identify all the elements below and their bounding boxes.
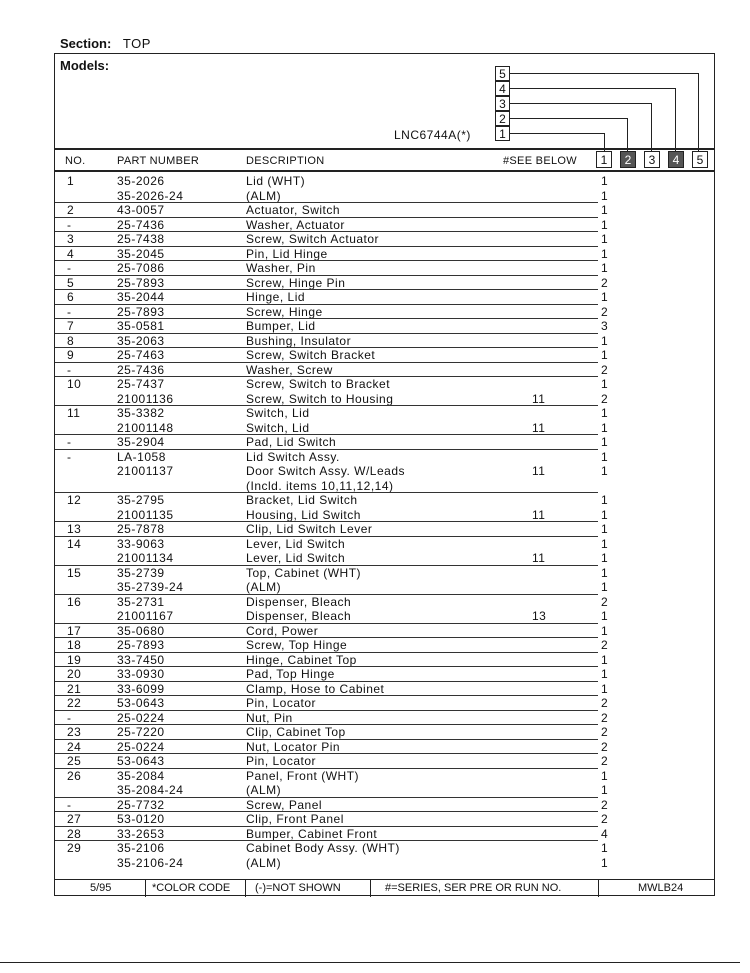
header-part-number: PART NUMBER xyxy=(117,155,200,167)
item-number: 19 xyxy=(67,652,82,667)
bracket-line xyxy=(510,118,627,119)
quantity: 1 xyxy=(601,348,609,362)
part-number: 25-0224 xyxy=(117,710,165,725)
quantity: 1 xyxy=(601,232,609,246)
quantity: 3 xyxy=(601,319,609,333)
description: Cord, Power xyxy=(246,623,319,638)
part-number: 25-7463 xyxy=(117,348,165,362)
part-number: 35-2045 xyxy=(117,246,165,261)
part-number: 25-7220 xyxy=(117,725,165,739)
part-number: 35-2739 xyxy=(117,565,165,580)
part-number: 33-6099 xyxy=(117,681,165,696)
description: Housing, Lid Switch xyxy=(246,507,361,522)
quantity: 1 xyxy=(601,609,609,623)
quantity: 1 xyxy=(601,768,609,783)
model-column-box: 1 xyxy=(495,126,510,141)
item-number: 6 xyxy=(67,290,75,304)
table-row xyxy=(55,189,714,204)
footer-color-code: *COLOR CODE xyxy=(152,882,231,894)
part-number: 25-7436 xyxy=(117,362,165,377)
description: (ALM) xyxy=(246,783,282,797)
quantity: 2 xyxy=(601,391,609,406)
part-number: 33-2653 xyxy=(117,826,165,841)
quantity: 2 xyxy=(601,638,609,652)
quantity: 1 xyxy=(601,377,609,391)
table-row xyxy=(55,261,714,276)
description: Door Switch Assy. W/Leads xyxy=(246,464,405,478)
parts-sheet xyxy=(54,53,715,896)
table-row xyxy=(55,696,714,711)
part-number: 21001148 xyxy=(117,420,174,435)
page-bottom-rule xyxy=(0,962,740,963)
section-value: TOP xyxy=(122,36,151,51)
description: Cabinet Body Assy. (WHT) xyxy=(246,841,400,855)
part-number: 25-7438 xyxy=(117,232,165,246)
item-number: 18 xyxy=(67,638,82,652)
description: Lever, Lid Switch xyxy=(246,536,346,551)
footer xyxy=(55,879,714,897)
header-model-column: 4 xyxy=(668,151,684,168)
description: Bushing, Insulator xyxy=(246,333,352,348)
table-row xyxy=(55,508,714,523)
part-number: 35-2739-24 xyxy=(117,580,184,594)
description: Screw, Hinge xyxy=(246,304,323,319)
item-number: - xyxy=(67,710,72,725)
description: Pin, Locator xyxy=(246,754,317,768)
part-number: 35-2084-24 xyxy=(117,783,184,797)
item-number: 22 xyxy=(67,696,82,710)
description: Pad, Lid Switch xyxy=(246,435,337,449)
part-number: 25-7436 xyxy=(117,217,165,232)
item-number: 26 xyxy=(67,768,82,783)
description: Top, Cabinet (WHT) xyxy=(246,565,362,580)
header-model-column: 1 xyxy=(596,151,612,168)
bracket-line xyxy=(510,133,604,134)
description: Screw, Switch Actuator xyxy=(246,232,380,246)
item-number: 14 xyxy=(67,536,82,551)
quantity: 1 xyxy=(601,290,609,304)
part-number: 33-0930 xyxy=(117,667,165,681)
table-row xyxy=(55,450,714,465)
bracket-line xyxy=(627,118,628,151)
quantity: 1 xyxy=(601,551,609,565)
quantity: 2 xyxy=(601,275,609,290)
quantity: 1 xyxy=(601,493,609,507)
item-number: 28 xyxy=(67,826,82,841)
quantity: 2 xyxy=(601,797,609,812)
part-number: 35-2731 xyxy=(117,594,165,609)
part-number: 53-0120 xyxy=(117,812,165,826)
header-model-column: 3 xyxy=(644,151,660,168)
quantity: 2 xyxy=(601,739,609,754)
item-number: 25 xyxy=(67,754,82,768)
table-row xyxy=(55,754,714,769)
header-rule-top xyxy=(55,148,714,150)
description: (ALM) xyxy=(246,188,282,203)
bracket-line xyxy=(651,103,652,151)
table-row xyxy=(55,682,714,697)
quantity: 1 xyxy=(601,681,609,696)
part-number: 53-0643 xyxy=(117,696,165,710)
description: (Incld. items 10,11,12,14) xyxy=(246,478,394,493)
part-number: 35-2063 xyxy=(117,333,165,348)
table-row xyxy=(55,856,714,871)
table-row xyxy=(55,392,714,407)
item-number: 21 xyxy=(67,681,82,696)
table-row xyxy=(55,580,714,595)
quantity: 1 xyxy=(601,333,609,348)
part-number: 21001136 xyxy=(117,391,174,406)
table-row xyxy=(55,276,714,291)
description: Screw, Switch to Housing xyxy=(246,391,394,406)
part-number: 35-2106 xyxy=(117,841,165,855)
table-row xyxy=(55,464,714,479)
item-number: 1 xyxy=(67,174,75,188)
bracket-line xyxy=(510,103,651,104)
part-number: 21001167 xyxy=(117,609,174,623)
quantity: 2 xyxy=(601,594,609,609)
model-column-box: 4 xyxy=(495,81,510,96)
footer-series: #=SERIES, SER PRE OR RUN NO. xyxy=(385,882,562,894)
part-number: 35-2026-24 xyxy=(117,188,184,203)
item-number: 2 xyxy=(67,203,75,217)
table-row xyxy=(55,247,714,262)
quantity: 1 xyxy=(601,536,609,551)
part-number: 35-2106-24 xyxy=(117,855,184,870)
quantity: 1 xyxy=(601,420,609,435)
quantity: 1 xyxy=(601,217,609,232)
footer-not-shown: (-)=NOT SHOWN xyxy=(255,882,341,894)
table-row xyxy=(55,435,714,450)
quantity: 2 xyxy=(601,710,609,725)
item-number: 7 xyxy=(67,319,75,333)
part-number: 25-7086 xyxy=(117,261,165,275)
item-number: 3 xyxy=(67,232,75,246)
quantity: 1 xyxy=(601,623,609,638)
table-row xyxy=(55,798,714,813)
table-row xyxy=(55,406,714,421)
table-row xyxy=(55,348,714,363)
table-row xyxy=(55,624,714,639)
description: Dispenser, Bleach xyxy=(246,609,352,623)
quantity: 2 xyxy=(601,362,609,377)
part-number: 35-0581 xyxy=(117,319,165,333)
model-column-box: 2 xyxy=(495,111,510,126)
description: Bumper, Cabinet Front xyxy=(246,826,378,841)
item-number: - xyxy=(67,435,72,449)
description: Washer, Pin xyxy=(246,261,316,275)
see-below: 11 xyxy=(532,551,546,565)
item-number: 5 xyxy=(67,275,75,290)
table-row xyxy=(55,377,714,392)
quantity: 1 xyxy=(601,580,609,594)
see-below: 13 xyxy=(532,609,547,623)
bracket-line xyxy=(510,73,698,74)
table-row xyxy=(55,812,714,827)
part-number: 33-7450 xyxy=(117,652,165,667)
quantity: 2 xyxy=(601,725,609,739)
header-model-column: 2 xyxy=(620,151,636,168)
table-row xyxy=(55,203,714,218)
description: Screw, Switch Bracket xyxy=(246,348,376,362)
quantity: 1 xyxy=(601,203,609,217)
table-row xyxy=(55,334,714,349)
description: Screw, Switch to Bracket xyxy=(246,377,391,391)
table-row xyxy=(55,522,714,537)
quantity: 1 xyxy=(601,449,609,464)
table-row xyxy=(55,232,714,247)
see-below: 11 xyxy=(532,391,546,406)
part-number: 35-2084 xyxy=(117,768,165,783)
part-number: 35-3382 xyxy=(117,406,165,420)
bracket-line xyxy=(698,73,699,151)
part-number: 25-7893 xyxy=(117,638,165,652)
description: Pin, Lid Hinge xyxy=(246,246,328,261)
section-label xyxy=(60,36,151,51)
item-number: 23 xyxy=(67,725,82,739)
description: Switch, Lid xyxy=(246,406,310,420)
model-name: LNC6744A(*) xyxy=(394,128,471,142)
table-row xyxy=(55,711,714,726)
see-below: 11 xyxy=(532,507,546,522)
item-number: - xyxy=(67,217,72,232)
item-number: - xyxy=(67,261,72,275)
part-number: 25-7437 xyxy=(117,377,165,391)
bracket-line xyxy=(510,88,675,89)
description: Hinge, Cabinet Top xyxy=(246,652,357,667)
quantity: 1 xyxy=(601,855,609,870)
table-row xyxy=(55,740,714,755)
description: Bracket, Lid Switch xyxy=(246,493,358,507)
table-row xyxy=(55,319,714,334)
description: Actuator, Switch xyxy=(246,203,341,217)
quantity: 1 xyxy=(601,652,609,667)
header-see-below: #SEE BELOW xyxy=(503,155,577,167)
item-number: 27 xyxy=(67,812,82,826)
quantity: 2 xyxy=(601,754,609,768)
quantity: 1 xyxy=(601,246,609,261)
item-number: 4 xyxy=(67,246,75,261)
description: Nut, Pin xyxy=(246,710,293,725)
table-row xyxy=(55,537,714,552)
see-below: 11 xyxy=(532,464,546,478)
part-number: 25-7893 xyxy=(117,304,165,319)
quantity: 1 xyxy=(601,841,609,855)
item-number: 9 xyxy=(67,348,75,362)
description: (ALM) xyxy=(246,580,282,594)
quantity: 2 xyxy=(601,812,609,826)
parts-list xyxy=(55,174,714,870)
description: Lid (WHT) xyxy=(246,174,306,188)
part-number: 25-7732 xyxy=(117,797,165,812)
description: Washer, Screw xyxy=(246,362,333,377)
quantity: 1 xyxy=(601,261,609,275)
description: Screw, Hinge Pin xyxy=(246,275,346,290)
table-row xyxy=(55,667,714,682)
table-row xyxy=(55,421,714,436)
description: Washer, Actuator xyxy=(246,217,345,232)
part-number: 33-9063 xyxy=(117,536,165,551)
table-row xyxy=(55,783,714,798)
quantity: 1 xyxy=(601,406,609,420)
part-number: 53-0643 xyxy=(117,754,165,768)
item-number: 15 xyxy=(67,565,82,580)
item-number: - xyxy=(67,449,72,464)
table-row xyxy=(55,769,714,784)
table-row xyxy=(55,609,714,624)
header-no: NO. xyxy=(65,155,86,167)
description: Nut, Locator Pin xyxy=(246,739,341,754)
item-number: 8 xyxy=(67,333,75,348)
table-row xyxy=(55,827,714,842)
part-number: 35-2026 xyxy=(117,174,165,188)
table-row xyxy=(55,174,714,189)
item-number: - xyxy=(67,362,72,377)
part-number: 25-7878 xyxy=(117,522,165,536)
table-row xyxy=(55,363,714,378)
quantity: 4 xyxy=(601,826,609,841)
table-row xyxy=(55,725,714,740)
table-row xyxy=(55,290,714,305)
description: Clip, Lid Switch Lever xyxy=(246,522,373,536)
table-row xyxy=(55,218,714,233)
section-key: Section: xyxy=(60,36,112,51)
item-number: - xyxy=(67,304,72,319)
quantity: 1 xyxy=(601,464,609,478)
description: Pad, Top Hinge xyxy=(246,667,335,681)
quantity: 1 xyxy=(601,565,609,580)
footer-date: 5/95 xyxy=(90,882,112,894)
quantity: 1 xyxy=(601,507,609,522)
table-row xyxy=(55,595,714,610)
part-number: 43-0057 xyxy=(117,203,165,217)
quantity: 2 xyxy=(601,304,609,319)
item-number: 12 xyxy=(67,493,82,507)
part-number: 25-0224 xyxy=(117,739,165,754)
models-label: Models: xyxy=(60,58,110,73)
part-number: 21001137 xyxy=(117,464,174,478)
table-row xyxy=(55,566,714,581)
description: Clip, Cabinet Top xyxy=(246,725,346,739)
item-number: 17 xyxy=(67,623,82,638)
footer-code: MWLB24 xyxy=(638,882,684,894)
description: Clip, Front Panel xyxy=(246,812,344,826)
quantity: 2 xyxy=(601,696,609,710)
table-row xyxy=(55,479,714,494)
item-number: 24 xyxy=(67,739,82,754)
item-number: 20 xyxy=(67,667,82,681)
item-number: 10 xyxy=(67,377,82,391)
table-row xyxy=(55,841,714,856)
item-number: - xyxy=(67,797,72,812)
item-number: 16 xyxy=(67,594,82,609)
quantity: 1 xyxy=(601,667,609,681)
table-row xyxy=(55,305,714,320)
description: Lid Switch Assy. xyxy=(246,449,340,464)
part-number: 25-7893 xyxy=(117,275,165,290)
description: Hinge, Lid xyxy=(246,290,306,304)
description: Screw, Panel xyxy=(246,797,323,812)
table-row xyxy=(55,493,714,508)
table-row xyxy=(55,653,714,668)
description: (ALM) xyxy=(246,855,282,870)
part-number: LA-1058 xyxy=(117,449,166,464)
description: Dispenser, Bleach xyxy=(246,594,352,609)
part-number: 35-2904 xyxy=(117,435,165,449)
header-model-column: 5 xyxy=(692,151,708,168)
table-row xyxy=(55,638,714,653)
header-rule-bottom xyxy=(55,170,714,172)
part-number: 35-2795 xyxy=(117,493,165,507)
model-column-box: 3 xyxy=(495,96,510,111)
quantity: 1 xyxy=(601,522,609,536)
part-number: 35-0680 xyxy=(117,623,165,638)
item-number: 29 xyxy=(67,841,82,855)
description: Pin, Locator xyxy=(246,696,317,710)
header-description: DESCRIPTION xyxy=(246,155,325,167)
see-below: 11 xyxy=(532,420,546,435)
description: Screw, Top Hinge xyxy=(246,638,348,652)
description: Clamp, Hose to Cabinet xyxy=(246,681,385,696)
quantity: 1 xyxy=(601,188,609,203)
description: Switch, Lid xyxy=(246,420,310,435)
part-number: 21001135 xyxy=(117,507,174,522)
description: Lever, Lid Switch xyxy=(246,551,346,565)
model-column-box: 5 xyxy=(495,66,510,81)
quantity: 1 xyxy=(601,783,609,797)
item-number: 11 xyxy=(67,406,81,420)
table-row xyxy=(55,551,714,566)
part-number: 21001134 xyxy=(117,551,174,565)
description: Panel, Front (WHT) xyxy=(246,768,360,783)
part-number: 35-2044 xyxy=(117,290,165,304)
quantity: 1 xyxy=(601,435,609,449)
description: Bumper, Lid xyxy=(246,319,316,333)
quantity: 1 xyxy=(601,174,609,188)
item-number: 13 xyxy=(67,522,82,536)
bracket-line xyxy=(675,88,676,151)
